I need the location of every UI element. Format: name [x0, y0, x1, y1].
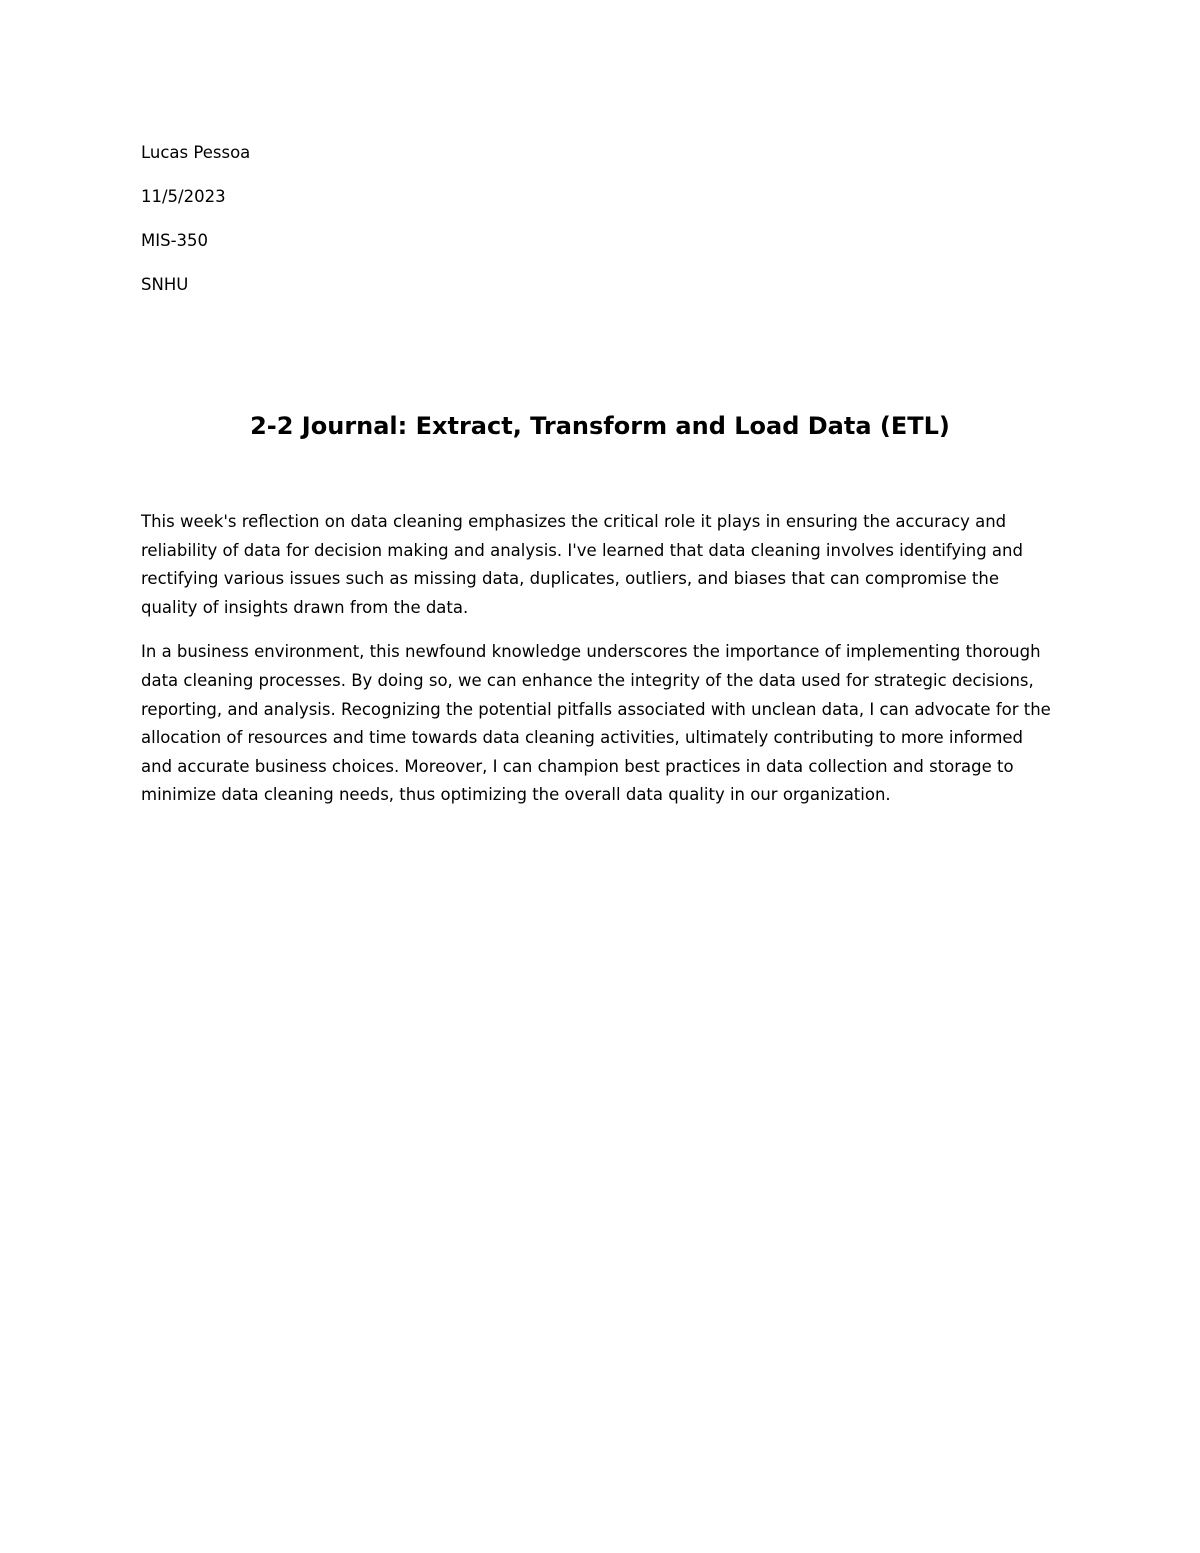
paragraph-1: This week's reflection on data cleaning emphasizes the critical role it plays in ensuring the accuracy and reliability of data for decision making and analysis. I've learned that data cleaning involves identifying and rectifying various issues such as missing data, duplicates, outliers, and biases that can compromise the quality of insights drawn from the data.	[141, 512, 1023, 617]
header-block	[141, 142, 250, 318]
course-code: MIS-350	[141, 231, 209, 250]
paragraph-2: In a business environment, this newfound knowledge underscores the importance of implementing thorough data cleaning processes. By doing so, we can enhance the integrity of the data used for strategic decisions, reporting, and analysis. Recognizing the potential pitfalls associated with unclean data, I can advocate for the allocation of resources and time towards data cleaning activities, ultimately contributing to more informed and accurate business choices. Moreover, I can champion best practices in data collection and storage to minimize data cleaning needs, thus optimizing the overall data quality in our organization.	[141, 642, 1051, 805]
school-name: SNHU	[141, 275, 189, 294]
author-name: Lucas Pessoa	[141, 143, 251, 162]
document-body	[141, 508, 1059, 826]
document-date: 11/5/2023	[141, 187, 226, 206]
document-title: 2-2 Journal: Extract, Transform and Load Data (ETL)	[250, 412, 950, 440]
